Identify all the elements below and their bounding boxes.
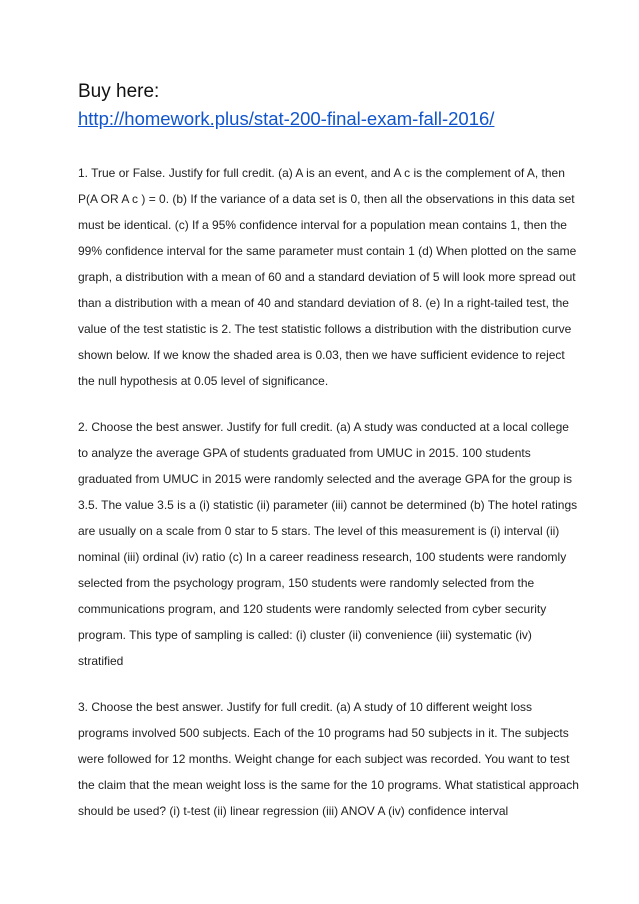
question-3: 3. Choose the best answer. Justify for full credit. (a) A study of 10 different weight loss programs involved 500 subjects. Each of the 10 programs had 50 subjects in it. The subjects were followed for 12 months. Weight change for each subject was recorded. You want to test the claim that the mean weight loss is the same for the 10 programs. What statistical approach should be used? (i) t-test (ii) linear regression (iii) ANOV A (iv) confidence interval [78, 700, 579, 818]
question-2: 2. Choose the best answer. Justify for full credit. (a) A study was conducted at a local college to analyze the average GPA of students graduated from UMUC in 2015. 100 students graduated from UMUC in 2015 were randomly selected and the average GPA for the group is 3.5. The value 3.5 is a (i) statistic (ii) parameter (iii) cannot be determined (b) The hotel ratings are usually on a scale from 0 star to 5 stars. The level of this measurement is (i) interval (ii) nominal (iii) ordinal (iv) ratio (c) In a career readiness research, 100 students were randomly selected from the psychology program, 150 students were randomly selected from the communications program, and 120 students were randomly selected from cyber security program. This type of sampling is called: (i) cluster (ii) convenience (iii) systematic (iv) stratified [78, 420, 578, 668]
buy-label: Buy here: [78, 81, 160, 102]
question-1: 1. True or False. Justify for full credit. (a) A is an event, and A c is the complement of A, then P(A OR A c ) = 0. (b) If the variance of a data set is 0, then all the observations in this data set must be identical. (c) If a 95% confidence interval for a population mean contains 1, then the 99% confidence interval for the same parameter must contain 1 (d) When plotted on the same graph, a distribution with a mean of 60 and a standard deviation of 5 will look more spread out than a distribution with a mean of 40 and standard deviation of 8. (e) In a right-tailed test, the value of the test statistic is 2. The test statistic follows a distribution with the distribution curve shown below. If we know the shaded area is 0.03, then we have sufficient evidence to reject the null hypothesis at 0.05 level of significance. [78, 166, 577, 388]
buy-link[interactable]: http://homework.plus/stat-200-final-exam-fall-2016/ [78, 108, 495, 129]
